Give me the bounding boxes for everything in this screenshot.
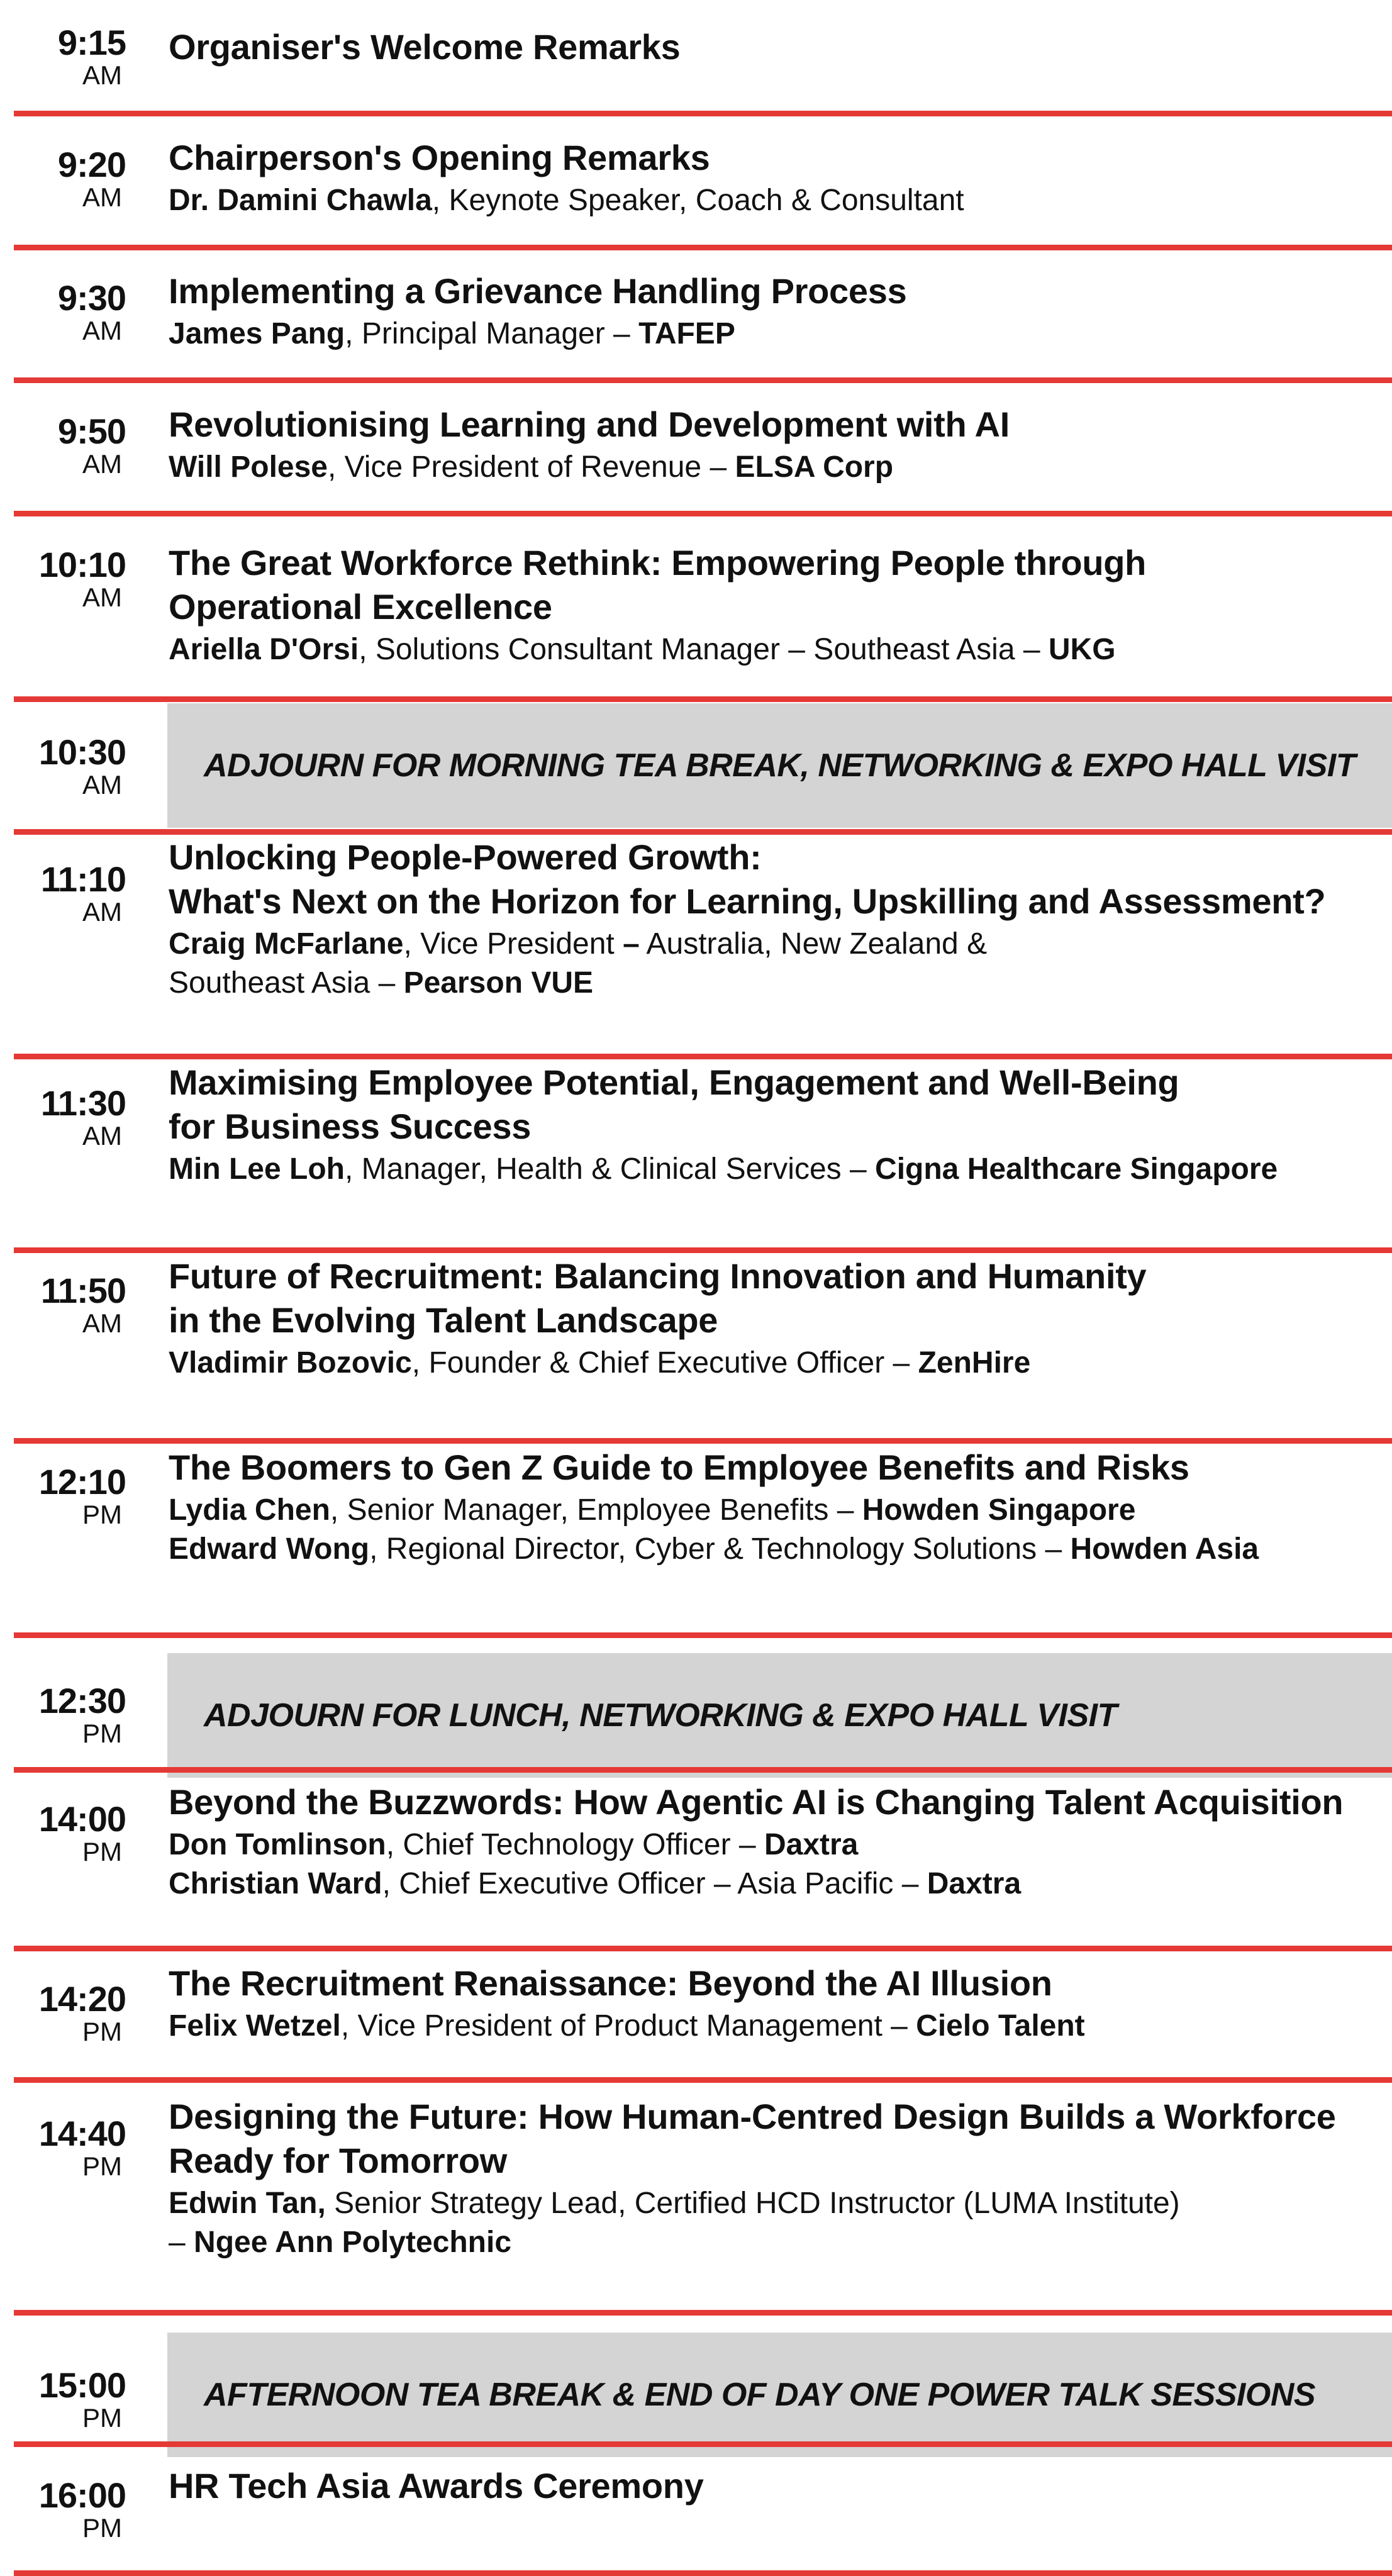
speaker-organisation: Howden Asia [1070,1532,1259,1566]
session-content [169,136,1383,219]
speaker-line [169,1827,1383,1863]
session-title: The Recruitment Renaissance: Beyond the AI Illusion [169,1963,1052,2003]
speaker-role: – [169,2226,194,2259]
session-content [169,2095,1383,2261]
session-content [169,269,1383,352]
session-time: 14:40 [38,2114,126,2153]
session-title: Revolutionising Learning and Development with AI [169,404,1010,444]
speaker-role: , Chief Technology Officer – [386,1828,764,1861]
session-time: 12:10 [38,1462,126,1502]
speaker-line [169,1866,1383,1902]
time-block [0,1979,126,2046]
session-time: 9:20 [57,145,126,184]
session-meridiem: PM [82,2403,122,2433]
session-content [169,25,1383,69]
speaker-name: Edward Wong [169,1532,370,1566]
session-title: The Boomers to Gen Z Guide to Employee Benefits and Risks [169,1447,1189,1487]
session-content [169,1961,1383,2044]
session-meridiem: PM [82,2513,122,2543]
section-divider [14,1632,1392,1638]
break-banner [167,703,1392,828]
speaker-organisation: Pearson VUE [403,966,594,1000]
session-meridiem: PM [82,2017,122,2046]
section-divider [14,1247,1392,1253]
session-meridiem: AM [82,897,122,927]
break-banner [167,1653,1392,1778]
speaker-role: , Regional Director, Cyber & Technology Solutions – [369,1532,1071,1566]
session-time: 11:10 [40,859,126,899]
speaker-role: , Principal Manager – [345,317,639,350]
session-content [169,403,1383,486]
speaker-line [169,2224,1383,2261]
speaker-organisation: ELSA Corp [735,450,894,484]
speaker-role: Australia, New Zealand & [639,927,988,961]
section-divider [14,245,1392,250]
session-content [169,1254,1383,1381]
session-time: 15:00 [38,2365,126,2405]
speaker-line [169,449,1383,486]
time-block [0,1464,126,1529]
session-content [169,835,1383,1001]
speaker-organisation: UKG [1048,633,1116,666]
speaker-role: , Manager, Health & Clinical Services – [344,1152,876,1186]
session-title: The Great Workforce Rethink: Empowering People through [169,543,1147,583]
session-time: 11:30 [40,1083,126,1123]
session-title: Implementing a Grievance Handling Process [169,271,907,311]
section-divider [14,1946,1392,1951]
speaker-line [169,965,1383,1001]
section-divider [14,1767,1392,1773]
speaker-name: Edwin Tan, [169,2187,326,2220]
speaker-name: Felix Wetzel [169,2009,341,2043]
section-divider [14,1438,1392,1444]
time-block [0,2116,126,2180]
time-block [0,1273,126,1337]
time-block [0,2475,126,2543]
session-title: Unlocking People-Powered Growth: [169,837,762,877]
session-title: Designing the Future: How Human-Centred Design Builds a Workforce [169,2097,1336,2136]
session-meridiem: PM [82,1719,122,1748]
section-divider [14,2310,1392,2316]
session-title: Maximising Employee Potential, Engagement and Well-Being [169,1062,1179,1102]
session-meridiem: AM [82,449,122,479]
session-title: Chairperson's Opening Remarks [169,138,710,177]
section-divider [14,2077,1392,2083]
speaker-name: Lydia Chen [169,1493,330,1527]
speaker-organisation: – [623,927,640,961]
speaker-line [169,1531,1383,1568]
speaker-name: James Pang [169,317,345,350]
speaker-line [169,632,1383,668]
session-meridiem: AM [82,583,122,612]
session-meridiem: AM [82,1308,122,1338]
speaker-name: Craig McFarlane [169,927,404,961]
break-label: AFTERNOON TEA BREAK & END OF DAY ONE POWER TALK SESSIONS [204,2377,1316,2413]
session-time: 9:50 [57,411,126,451]
break-label: ADJOURN FOR LUNCH, NETWORKING & EXPO HALL VISIT [204,1697,1117,1734]
time-block [0,1083,126,1151]
session-title: HR Tech Asia Awards Ceremony [169,2466,704,2506]
session-title: Organiser's Welcome Remarks [169,27,681,67]
speaker-name: Dr. Damini Chawla [169,184,432,217]
speaker-organisation: Cielo Talent [916,2009,1085,2043]
session-time: 16:00 [38,2475,126,2515]
speaker-organisation: ZenHire [918,1346,1031,1380]
session-title: for Business Success [169,1107,532,1146]
time-block [0,2365,126,2433]
session-title: Future of Recruitment: Balancing Innovation and Humanity [169,1256,1147,1296]
session-time: 12:30 [38,1681,126,1720]
session-content [169,541,1383,668]
time-block [0,1799,126,1866]
time-block [0,147,126,211]
speaker-organisation: TAFEP [638,317,735,350]
session-title: Ready for Tomorrow [169,2141,508,2180]
speaker-name: Will Polese [169,450,328,484]
session-title: What's Next on the Horizon for Learning, Upskilling and Assessment? [169,881,1326,921]
section-divider [14,111,1392,116]
session-meridiem: AM [82,182,122,212]
time-block [0,25,126,89]
section-divider [14,1054,1392,1059]
speaker-role: , Vice President of Revenue – [327,450,735,484]
speaker-organisation: Daxtra [927,1867,1022,1900]
speaker-line [169,2008,1383,2044]
speaker-organisation: Cigna Healthcare Singapore [875,1152,1278,1186]
speaker-line [169,1492,1383,1529]
speaker-line [169,2185,1383,2222]
time-block [0,547,126,611]
session-meridiem: AM [82,770,122,800]
time-block [0,411,126,479]
session-content [169,2464,1383,2508]
section-divider [14,2441,1392,2447]
session-time: 11:50 [40,1271,126,1310]
time-block [0,278,126,345]
speaker-name: Min Lee Loh [169,1152,345,1186]
session-meridiem: PM [82,2151,122,2181]
speaker-role: , Founder & Chief Executive Officer – [411,1346,918,1380]
speaker-role: , Vice President of Product Management – [340,2009,916,2043]
time-block [0,859,126,927]
speaker-line [169,182,1383,219]
speaker-line [169,1345,1383,1381]
section-divider [14,2570,1392,2576]
speaker-name: Ariella D'Orsi [169,633,359,666]
session-title: Beyond the Buzzwords: How Agentic AI is Changing Talent Acquisition [169,1782,1344,1822]
session-title: Operational Excellence [169,587,552,627]
speaker-role: , Chief Executive Officer – Asia Pacific – [382,1867,927,1900]
time-block [0,1683,126,1748]
speaker-line [169,1151,1383,1188]
session-meridiem: PM [82,1500,122,1529]
session-time: 10:10 [38,545,126,584]
session-content [169,1780,1383,1902]
time-block [0,732,126,800]
section-divider [14,377,1392,383]
speaker-role: Senior Strategy Lead, Certified HCD Instructor (LUMA Institute) [325,2187,1180,2220]
speaker-role: , Vice President [403,927,623,961]
section-divider [14,511,1392,516]
speaker-role: Southeast Asia – [169,966,404,1000]
speaker-role: , Solutions Consultant Manager – Southeast Asia – [359,633,1049,666]
speaker-role: , Keynote Speaker, Coach & Consultant [432,184,964,217]
speaker-organisation: Howden Singapore [862,1493,1136,1527]
speaker-organisation: Ngee Ann Polytechnic [194,2226,512,2259]
session-content [169,1446,1383,1568]
session-time: 9:15 [57,23,126,62]
session-time: 10:30 [38,732,126,772]
session-meridiem: AM [82,1121,122,1151]
break-banner [167,2333,1392,2457]
section-divider [14,829,1392,835]
session-time: 9:30 [57,278,126,318]
session-title: in the Evolving Talent Landscape [169,1300,718,1340]
section-divider [14,696,1392,702]
session-content [169,1061,1383,1188]
session-meridiem: AM [82,316,122,345]
speaker-name: Vladimir Bozovic [169,1346,412,1380]
speaker-line [169,316,1383,352]
speaker-organisation: Daxtra [764,1828,859,1861]
speaker-name: Christian Ward [169,1867,382,1900]
session-meridiem: PM [82,1837,122,1866]
session-meridiem: AM [82,60,122,90]
speaker-role: , Senior Manager, Employee Benefits – [330,1493,862,1527]
session-time: 14:20 [38,1979,126,2019]
break-label: ADJOURN FOR MORNING TEA BREAK, NETWORKING & EXPO HALL VISIT [204,747,1356,784]
speaker-name: Don Tomlinson [169,1828,386,1861]
session-time: 14:00 [38,1799,126,1839]
speaker-line [169,926,1383,962]
